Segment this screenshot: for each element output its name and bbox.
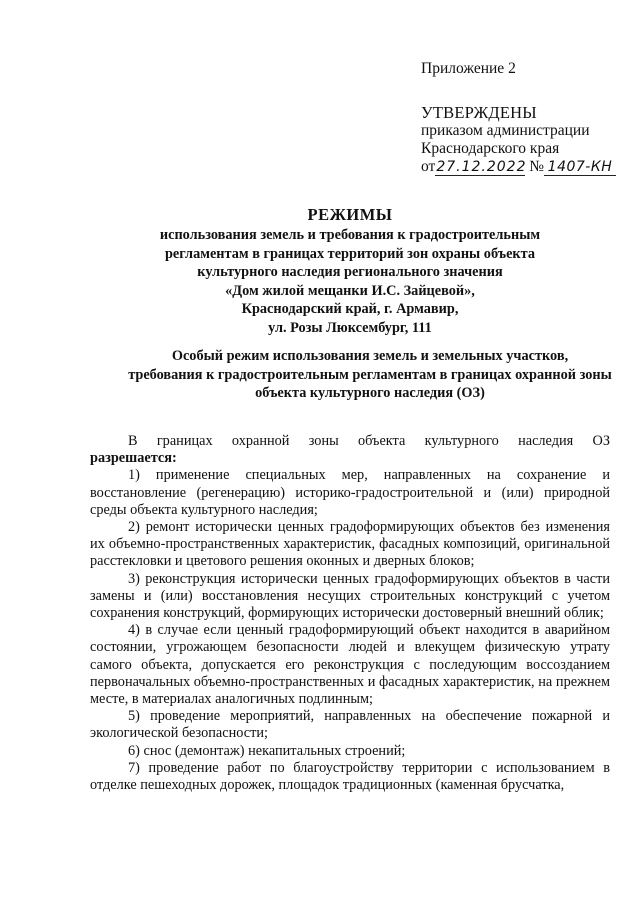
section-heading-line: объекта культурного наследия (ОЗ) — [255, 385, 485, 402]
intro-bold-label: разрешается: — [90, 450, 177, 467]
list-item: 5) проведение мероприятий, направленных на обеспечение пожарной и экологической безопасности; — [90, 708, 610, 742]
approval-block — [421, 60, 621, 176]
handwritten-date: 27.12.2022 — [436, 159, 527, 175]
list-item: 2) ремонт исторически ценных градоформирующих объектов без изменения их объемно-пространственных характеристик, фасадных композиций, оригинальной расстекловки и цветового решения оконных и дверных блоков; — [90, 519, 610, 570]
approved-heading: УТВЕРЖДЕНЫ — [421, 103, 537, 122]
section-heading-line: требования к градостроительным регламентам в границах охранной зоны — [128, 366, 612, 383]
list-item: 7) проведение работ по благоустройству территории с использованием в отделке пешеходных дорожек, площадок традиционных (каменная брусчатка, — [90, 759, 610, 794]
document-subtitle — [110, 226, 590, 338]
subtitle-line: культурного наследия регионального значения — [197, 264, 503, 281]
document-title: РЕЖИМЫ — [307, 205, 393, 224]
subtitle-line: регламентам в границах территорий зон охраны объекта — [164, 245, 535, 262]
intro-paragraph: В границах охранной зоны объекта культурного наследия ОЗ — [128, 433, 610, 449]
section-heading-line: Особый режим использования земель и земельных участков, — [171, 348, 569, 364]
list-item: 4) в случае если ценный градоформирующий объект находится в аварийном состоянии, угрожающем безопасности людей и влекущем физическую утрату самого объекта, допускается его реконструкция с последующим воссозданием первоначальных объемно-пространственных и фасадных характеристик, на прежнем месте, в материалах аналогичных подлинным; — [90, 622, 610, 708]
order-line-1: приказом администрации — [421, 122, 590, 139]
appendix-label: Приложение 2 — [421, 60, 516, 77]
subtitle-line: «Дом жилой мещанки И.С. Зайцевой», — [225, 282, 475, 299]
handwritten-number: 1407-КН — [544, 160, 616, 176]
section-heading — [110, 347, 630, 403]
subtitle-line: ул. Розы Люксембург, 111 — [268, 319, 432, 336]
subtitle-line: Краснодарский край, г. Армавир, — [241, 301, 459, 318]
list-item: 6) снос (демонтаж) некапитальных строений; — [128, 742, 406, 759]
subtitle-line: использования земель и требования к градостроительным — [159, 227, 541, 243]
from-label: от — [421, 158, 436, 175]
document-body — [90, 433, 610, 794]
list-item: 3) реконструкция исторически ценных градоформирующих объектов в части замены и (или) восстановления несущих строительных конструкций с учетом сохранения конструкций, формирующих исторически достоверный внешний облик; — [90, 570, 610, 622]
list-item: 1) применение специальных мер, направленных на сохранение и восстановление (регенерацию) историко-градостроительной и (или) природной среды объекта культурного наследия; — [90, 467, 610, 518]
order-date-line — [421, 158, 621, 176]
number-label: № — [529, 158, 544, 175]
order-line-2: Краснодарского края — [421, 140, 560, 157]
